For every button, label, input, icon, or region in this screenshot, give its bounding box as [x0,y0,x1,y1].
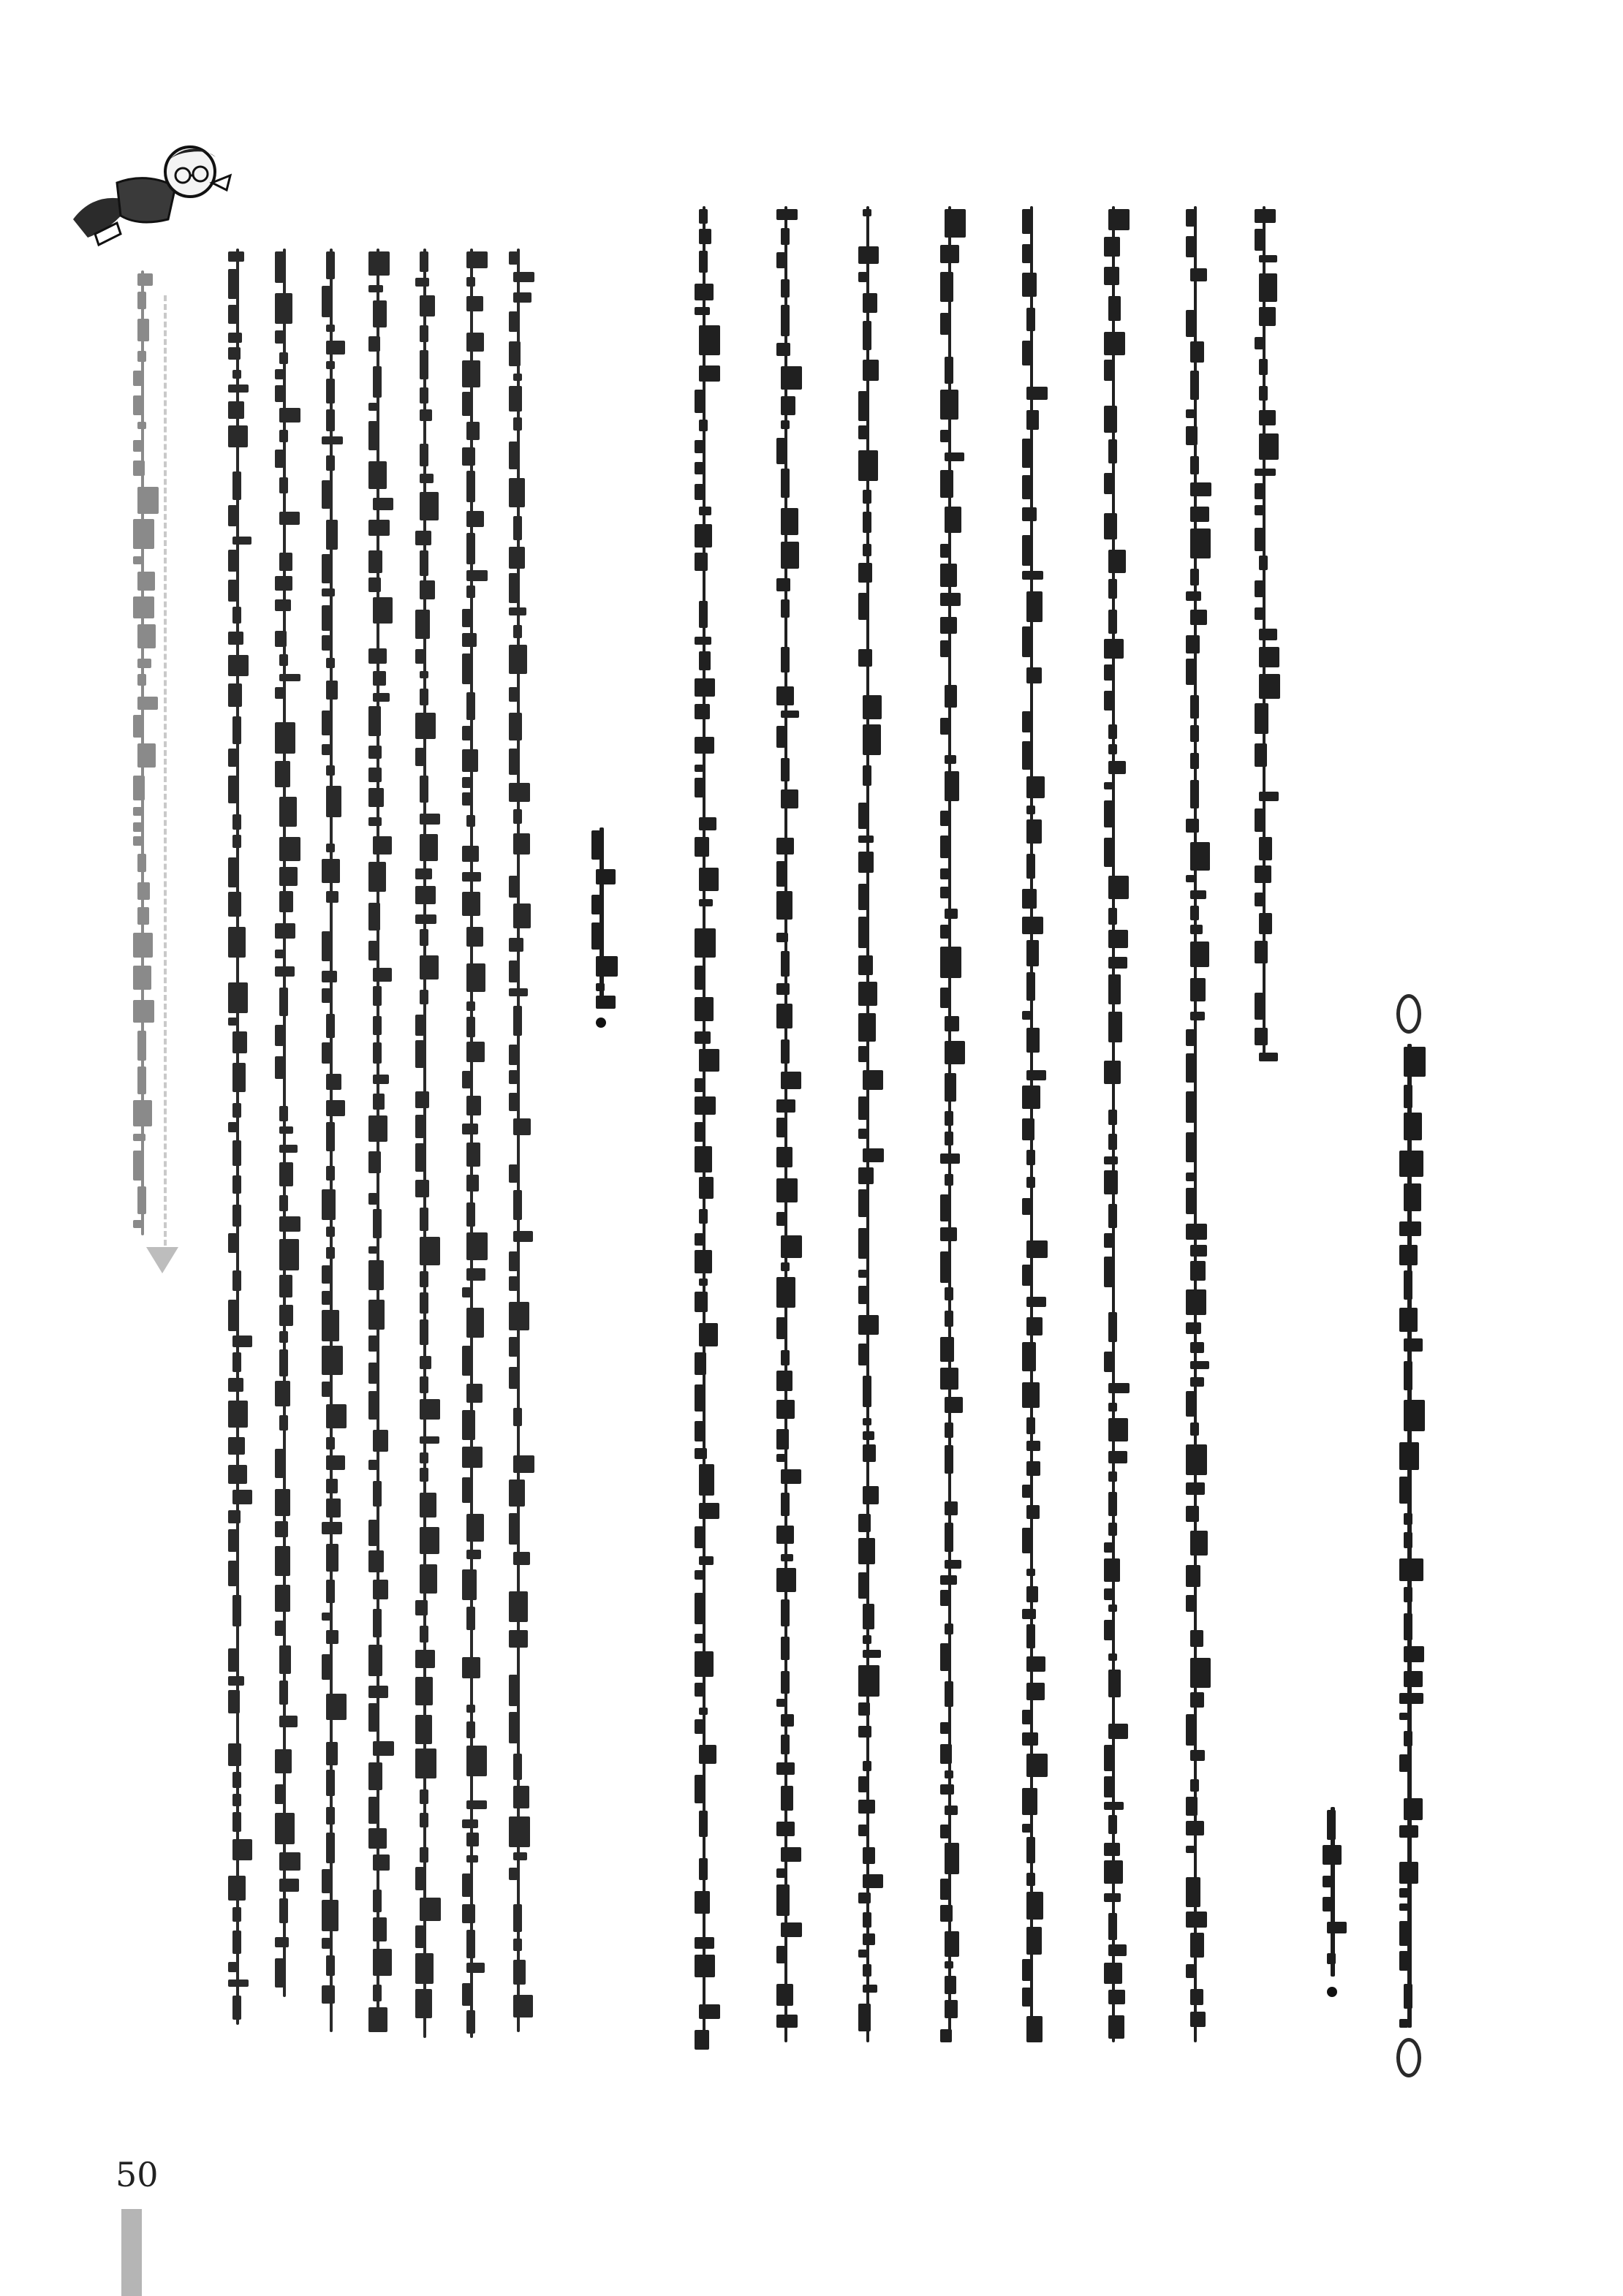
section-heading [589,827,613,1009]
text-column [1019,206,1044,2042]
text-column [225,249,250,2025]
section-heading [1320,1807,1344,1977]
boy-with-glasses-flying-illustration [66,132,234,249]
bullet-icon [596,1018,606,1028]
text-column [506,249,531,2032]
page-number: 50 [116,2155,159,2194]
text-column [692,206,716,2050]
text-column [366,249,390,2032]
text-column [937,206,962,2042]
text-column [1101,206,1126,2042]
text-column [855,206,880,2042]
header-dashed-rule [164,295,167,1246]
text-column [272,249,297,1997]
text-column [1252,206,1276,1061]
title-line [1396,1044,1421,2028]
page-edge-marker [121,2209,142,2296]
title-ornament [1396,994,1421,1034]
text-column [773,206,798,2042]
title-ornament [1396,2038,1421,2077]
text-column [319,249,344,2032]
text-column [1183,206,1208,2042]
bullet-icon [1327,1987,1337,1997]
text-column [412,249,437,2038]
text-column [459,249,484,2038]
running-header [130,270,155,1235]
down-triangle-icon [146,1247,178,1273]
